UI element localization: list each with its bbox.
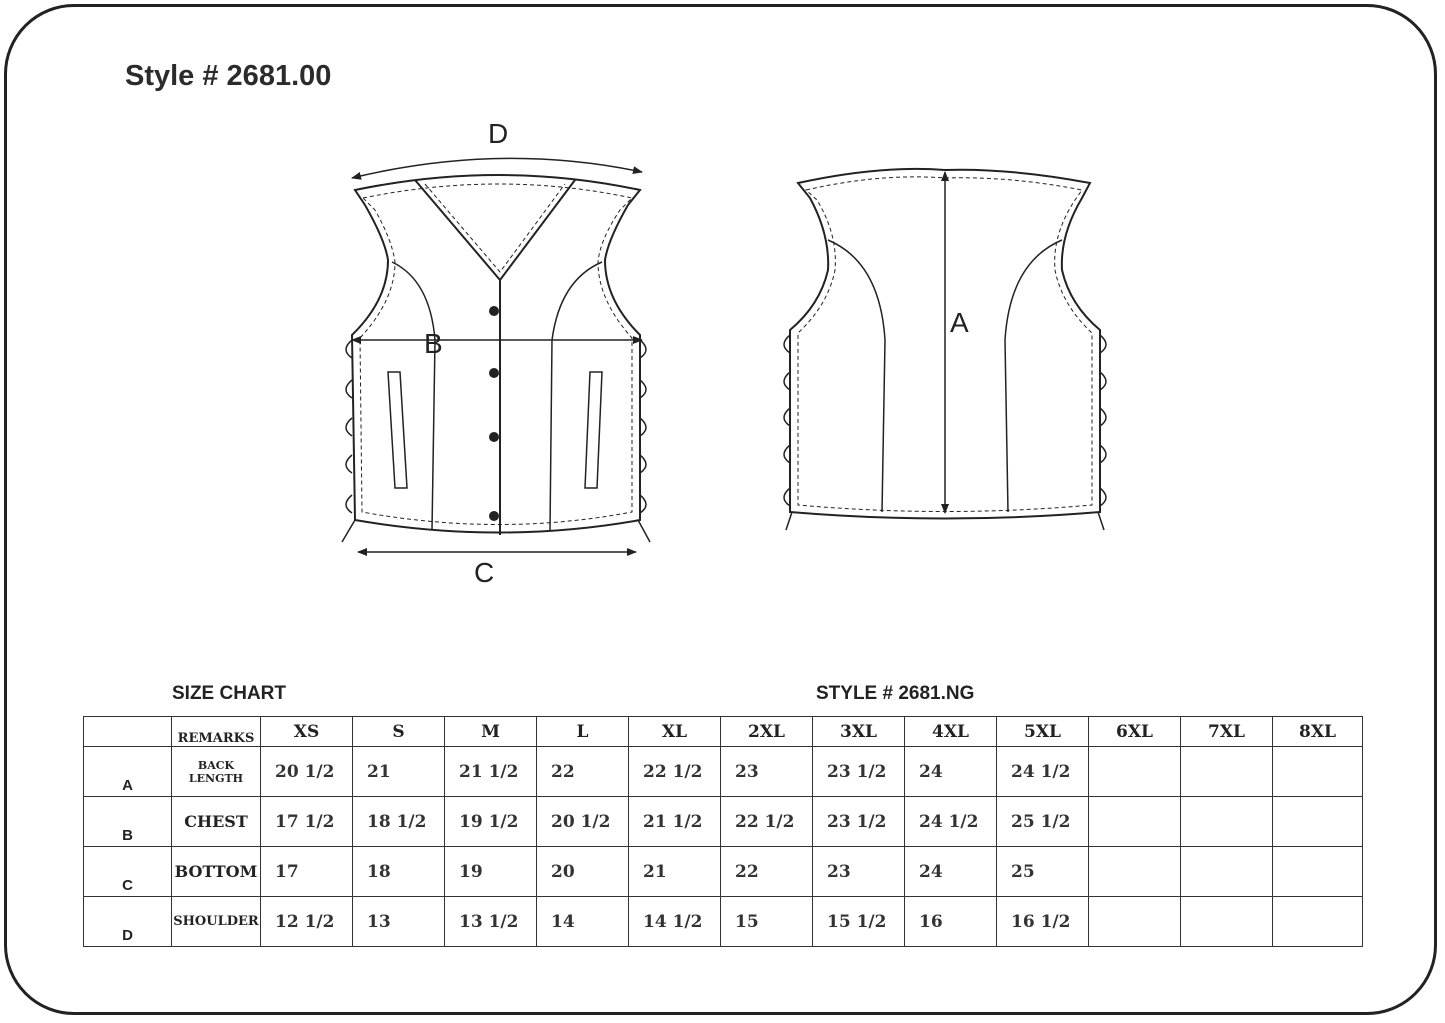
size-value: 16 <box>905 897 997 947</box>
size-value <box>1273 747 1363 797</box>
size-header-row <box>84 717 1363 747</box>
size-value <box>1181 797 1273 847</box>
size-header: S <box>353 717 445 747</box>
row-remark: SHOULDER <box>172 897 261 947</box>
size-value: 17 1/2 <box>261 797 353 847</box>
row-remark: BACK LENGTH <box>172 747 261 797</box>
size-header: XS <box>261 717 353 747</box>
size-value: 19 1/2 <box>445 797 537 847</box>
table-row <box>84 897 1363 947</box>
size-header: M <box>445 717 537 747</box>
size-value <box>1181 747 1273 797</box>
label-c: C <box>474 557 495 588</box>
table-row <box>84 747 1363 797</box>
size-header: 8XL <box>1273 717 1363 747</box>
style-title: Style # 2681.00 <box>125 60 332 92</box>
table-row <box>84 797 1363 847</box>
row-letter: D <box>84 897 172 947</box>
size-value: 16 1/2 <box>997 897 1089 947</box>
size-value <box>1273 897 1363 947</box>
size-value: 14 1/2 <box>629 897 721 947</box>
size-value <box>1089 897 1181 947</box>
size-value <box>1273 847 1363 897</box>
size-value <box>1089 797 1181 847</box>
size-value: 25 1/2 <box>997 797 1089 847</box>
size-value: 25 <box>997 847 1089 897</box>
size-value: 19 <box>445 847 537 897</box>
size-value: 14 <box>537 897 629 947</box>
remarks-header: REMARKS <box>172 717 261 747</box>
vest-front-buttons <box>489 306 499 521</box>
size-header: 4XL <box>905 717 997 747</box>
size-value: 15 1/2 <box>813 897 905 947</box>
size-value: 20 <box>537 847 629 897</box>
size-value: 21 <box>629 847 721 897</box>
size-value: 21 1/2 <box>629 797 721 847</box>
corner-cell <box>84 717 172 747</box>
size-value <box>1181 847 1273 897</box>
size-header: 5XL <box>997 717 1089 747</box>
size-value: 24 <box>905 747 997 797</box>
size-value: 21 <box>353 747 445 797</box>
size-value: 22 <box>537 747 629 797</box>
table-row <box>84 847 1363 897</box>
size-value: 22 1/2 <box>721 797 813 847</box>
size-value: 24 <box>905 847 997 897</box>
size-header: 7XL <box>1181 717 1273 747</box>
size-value: 23 <box>721 747 813 797</box>
row-letter: B <box>84 797 172 847</box>
size-header: 3XL <box>813 717 905 747</box>
row-remark: CHEST <box>172 797 261 847</box>
size-value: 22 1/2 <box>629 747 721 797</box>
label-b: B <box>424 328 443 359</box>
size-value: 15 <box>721 897 813 947</box>
row-letter: A <box>84 747 172 797</box>
row-letter: C <box>84 847 172 897</box>
size-value <box>1089 747 1181 797</box>
size-header: L <box>537 717 629 747</box>
size-value: 17 <box>261 847 353 897</box>
size-value: 24 1/2 <box>997 747 1089 797</box>
size-value: 20 1/2 <box>261 747 353 797</box>
label-a: A <box>950 307 969 338</box>
size-chart-table <box>83 716 1363 947</box>
size-value: 13 1/2 <box>445 897 537 947</box>
size-value: 12 1/2 <box>261 897 353 947</box>
size-value: 18 1/2 <box>353 797 445 847</box>
size-header: 2XL <box>721 717 813 747</box>
label-d: D <box>488 118 509 149</box>
size-value: 24 1/2 <box>905 797 997 847</box>
size-value: 13 <box>353 897 445 947</box>
size-value: 23 <box>813 847 905 897</box>
size-value: 23 1/2 <box>813 797 905 847</box>
size-value: 22 <box>721 847 813 897</box>
style-ng-label: STYLE # 2681.NG <box>816 683 975 704</box>
size-header: XL <box>629 717 721 747</box>
size-chart-title: SIZE CHART <box>172 683 286 704</box>
size-value: 23 1/2 <box>813 747 905 797</box>
size-value <box>1181 897 1273 947</box>
vest-front-drawing <box>342 175 650 542</box>
size-value <box>1273 797 1363 847</box>
size-value: 18 <box>353 847 445 897</box>
size-value: 20 1/2 <box>537 797 629 847</box>
size-header: 6XL <box>1089 717 1181 747</box>
size-value <box>1089 847 1181 897</box>
size-value: 21 1/2 <box>445 747 537 797</box>
row-remark: BOTTOM <box>172 847 261 897</box>
